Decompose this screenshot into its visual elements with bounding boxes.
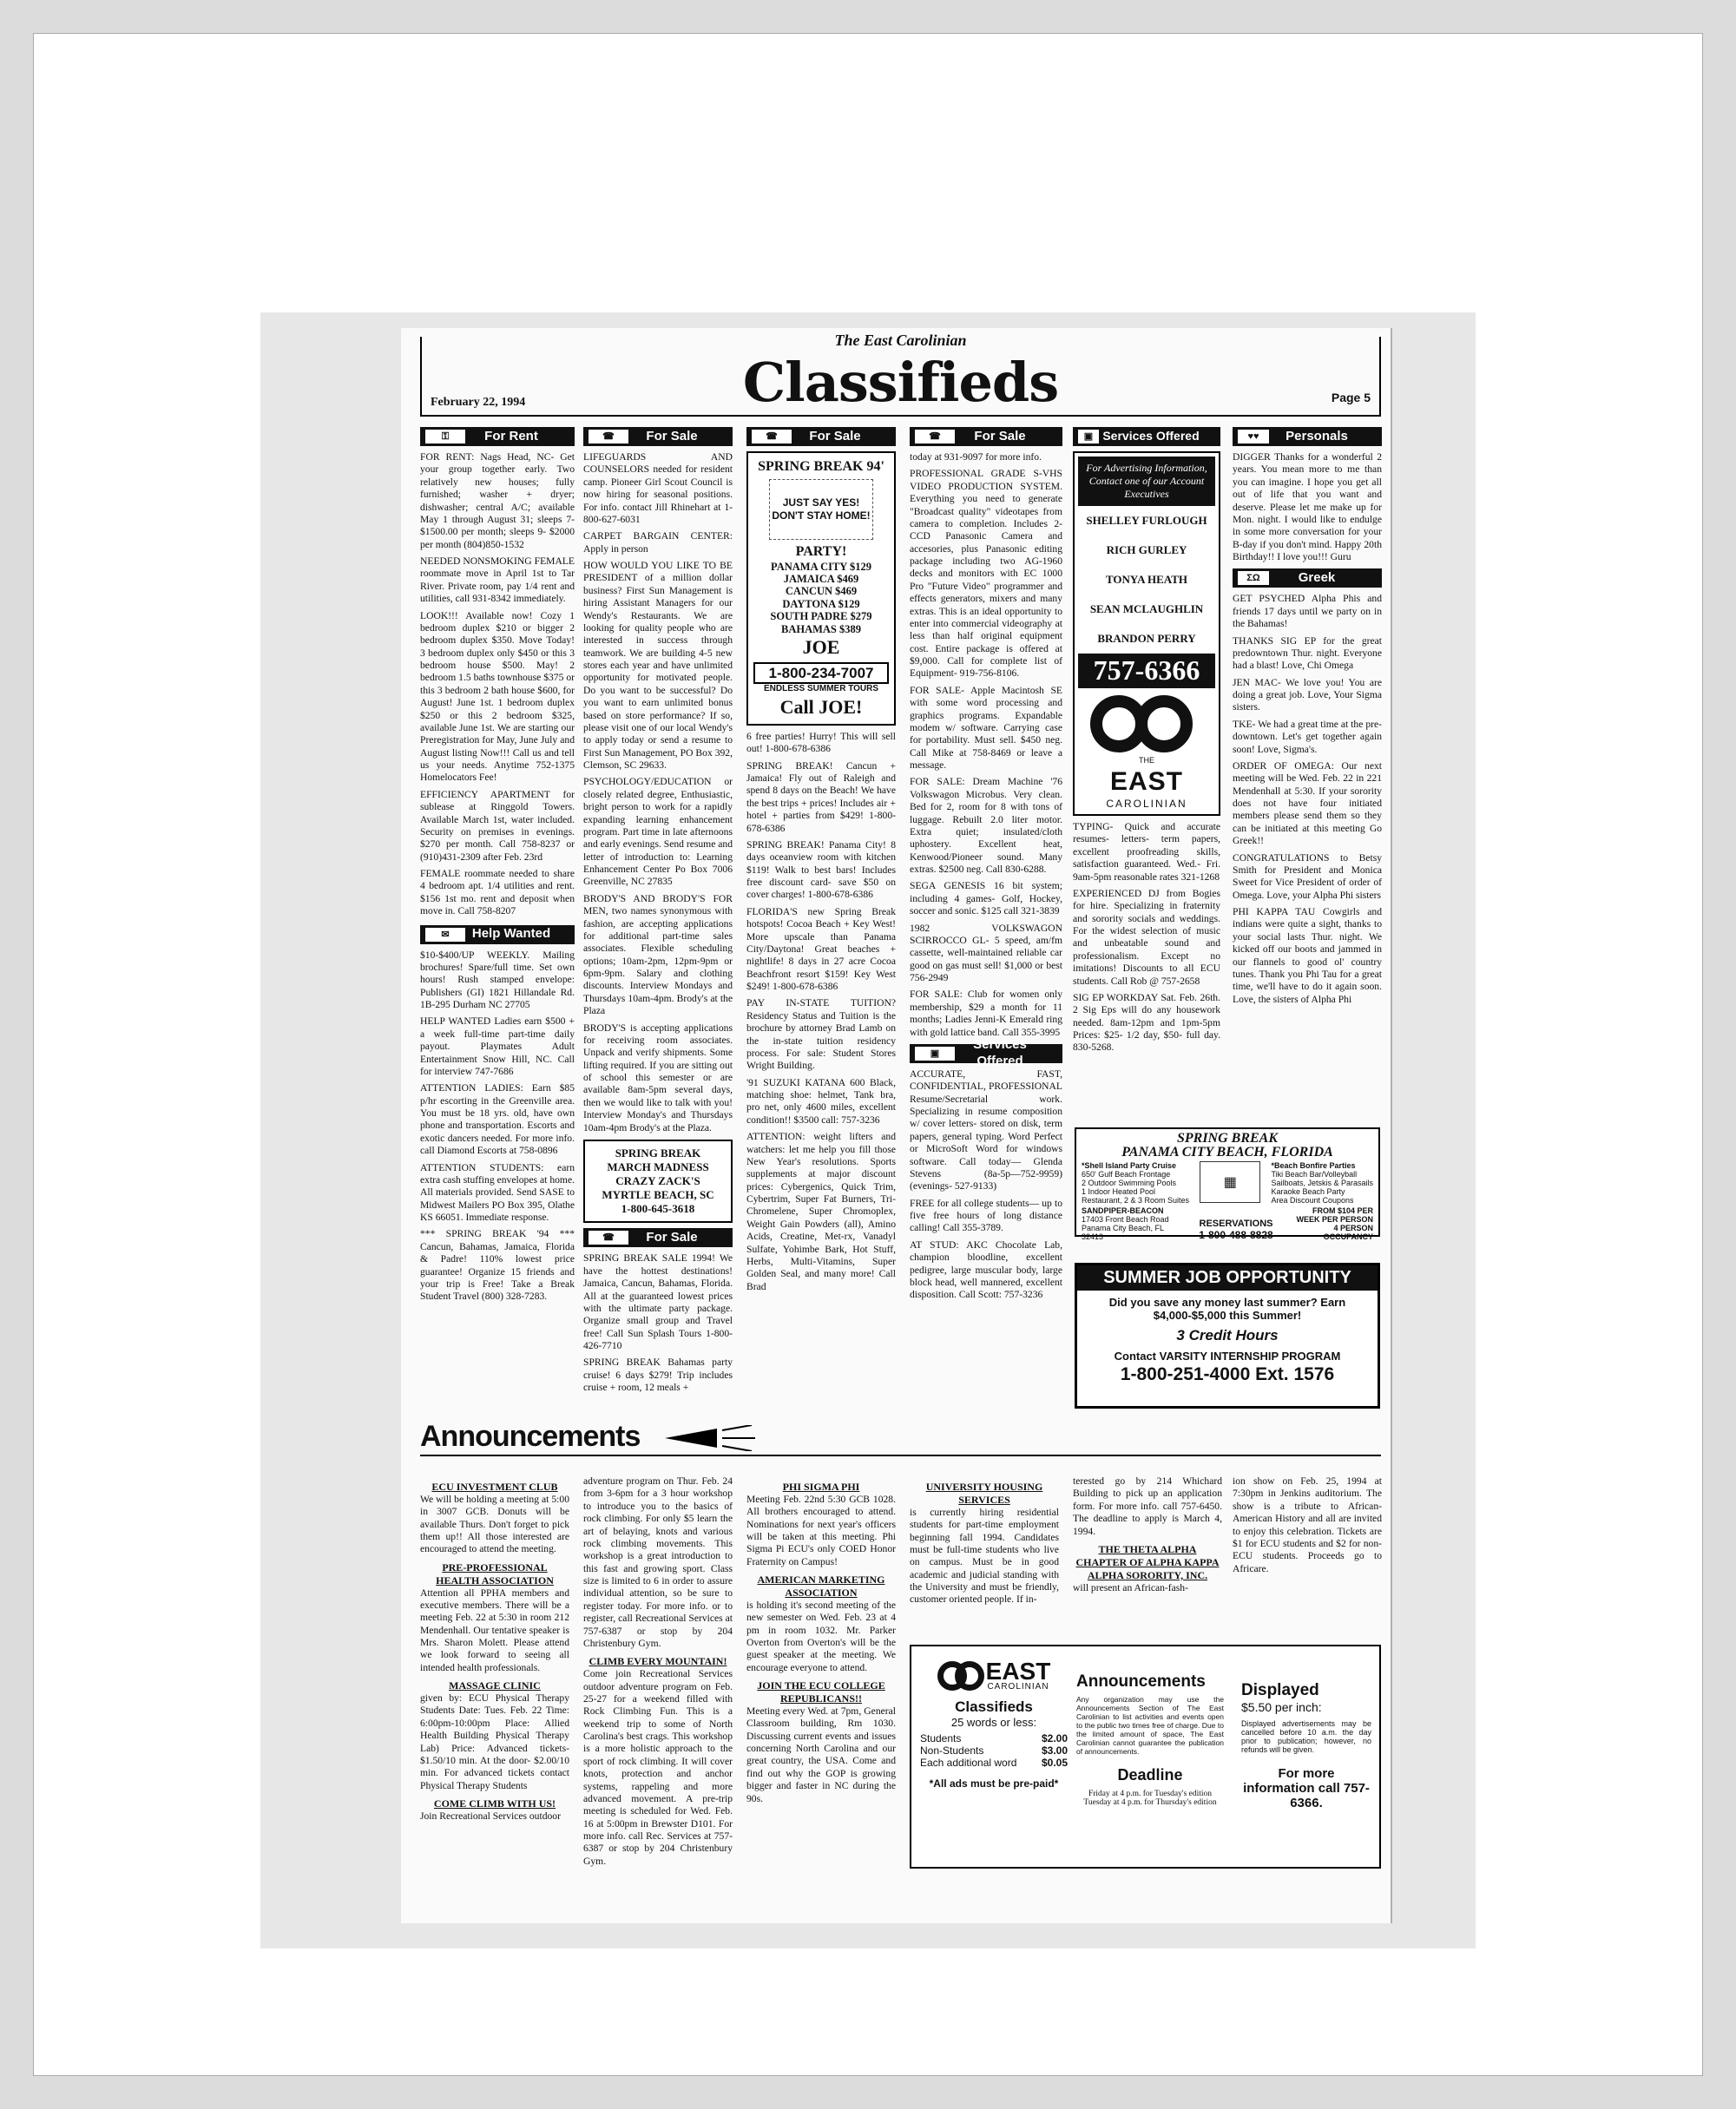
ad-item: ATTENTION LADIES: Earn $85 p/hr escorting in the Greenville area. You must be 18 yrs. old, have own phone and transportation. Escorts and exotic dancers needed. For more info. call Diamond Escorts at 758-0896 bbox=[420, 1082, 575, 1157]
help-wanted-ads bbox=[420, 949, 575, 1304]
ad-item: EXPERIENCED DJ from Bogies for hire. Specializing in fraternity and sorority socials and weddings. For the widest selection of music and unbeatable sound and professionalism. Except no imitations! Discounts to all ECU students. Call Rob @ 757-2658 bbox=[1073, 887, 1220, 987]
announcement-text: Meeting every Wed. at 7pm, General Classroom building, Rm 1030. Discussing current events and issues concerning North Carolina and our great country, the USA. Come and find out why the GOP is growing bigger and faster in NC during the 90s. bbox=[746, 1705, 896, 1804]
ad-item: FEMALE roommate needed to share 4 bedroom apt. 1/4 utilities and rent. $156 1st mo. rent and deposit when move in. Call 758-8207 bbox=[420, 868, 575, 917]
ad-item: SPRING BREAK! Cancun + Jamaica! Fly out of Raleigh and spend 8 days on the Beach! We have the best trips + prices! Includes air + hotel + parties from $429! 1-800-678-6386 bbox=[746, 759, 896, 834]
ad-item: HOW WOULD YOU LIKE TO BE PRESIDENT of a million dollar business? First Sun Management is hiring Assistant Managers for our Wendy's Restaurants. We are looking for quality people who are interested in success through teamwork. We are building 4-5 new stores each year and have unlimited opportunity for motivated people. Do you want to be successful? Do you want to earn unlimited bonus based on store performance? If so, please visit one of our local Wendy's to apply today or send a resume to First Sun Management, PO Box 392, Clemson, SC 29633. bbox=[583, 560, 733, 771]
ad-item: BRODY'S is accepting applications for receiving room associates. Unpack and verify shipments. Some lifting required. If you are sitting out of school this semester or are available 8am-5pm several days, then we would like to talk with you! Interview Monday's and Thursdays 10am-4pm Brody's at the Plaza. bbox=[583, 1022, 733, 1133]
hearts-icon: ♥♥ bbox=[1238, 430, 1269, 443]
announcements-col-6 bbox=[1233, 1475, 1382, 1640]
ad-item: ACCURATE, FAST, CONFIDENTIAL, PROFESSIONAL Resume/Secretarial work. Specializing in resume composition w/ cover letters- stored on disk, term papers, general typing. Word Perfect or MicroSoft Word for windows software. Call today— Glenda Stevens (8a-5p—752-9959) (evenings- 527-9133) bbox=[910, 1068, 1062, 1192]
ad-item: NEEDED NONSMOKING FEMALE roommate move in April 1st to Tar River. Private room, pay 1/4 rent and utilities, call 931-8342 immediately. bbox=[420, 555, 575, 605]
announcement-heading: COME CLIMB WITH US! bbox=[433, 1797, 556, 1810]
ad-item: LIFEGUARDS AND COUNSELORS needed for resident camp. Pioneer Girl Scout Council is now hiring for seasonal positions. For info. contact Jill Rhinehart at 1-800-627-6031 bbox=[583, 451, 733, 525]
column-for-sale-1 bbox=[583, 427, 733, 1413]
announcement-text: adventure program on Thur. Feb. 24 from 3-6pm for a 3 hour workshop to introduce you to the basics of rock climbing. For only $5 learn the art of belaying, knots and various rock climbing movements. This workshop is a great introduction to this fast and growing sport. Class size is limited to 6 in order to assure individual attention, so be sure to register today. For more info. or to register, call Recreational Services at 757-6387 or stop by 204 Christenbury Gym. bbox=[583, 1475, 733, 1649]
ad-item: SPRING BREAK! Panama City! 8 days oceanview room with kitchen $119! Walk to best bars! Includes free discount card- save $50 on cover charges! 1-800-678-6386 bbox=[746, 838, 896, 901]
ad-item: EFFICIENCY APARTMENT for sublease at Ringgold Towers. Available March 1st, water included. Security on premises in evenings. $270 per month. Call 758-8237 or (910)431-2309 after Feb. 23rd bbox=[420, 788, 575, 863]
hotel-illustration: ▦ bbox=[1200, 1161, 1260, 1203]
ad-item: GET PSYCHED Alpha Phis and friends 17 days until we party on in the Bahamas! bbox=[1233, 593, 1382, 630]
announcements-rule bbox=[420, 1455, 1381, 1456]
phone-icon: ☎ bbox=[589, 430, 628, 443]
announcement-heading: JOIN THE ECU COLLEGE REPUBLICANS!! bbox=[757, 1679, 885, 1705]
megaphone-icon: ✉ bbox=[425, 928, 465, 942]
for-sale-ads bbox=[583, 451, 733, 1134]
section-header-for-sale-2: ☎ For Sale bbox=[583, 1228, 733, 1247]
rates-table: Students $2.00 Non-Students $3.00 Each additional word $0.05 bbox=[920, 1732, 1068, 1770]
ad-item: 1982 VOLKSWAGON SCIRROCCO GL- 5 speed, am/fm cassette, well-maintained reliable car good on gas must sell! $1,000 or best 756-2949 bbox=[910, 922, 1062, 983]
sigma-omega-icon: ΣΩ bbox=[1238, 571, 1269, 585]
ad-item: FOR RENT: Nags Head, NC- Get your group together early. Two relatively new houses; fully furnished; washer + dryer; dishwasher; central A/C; available May 1 through August 31; sleeps 7- $1500.00 per month; sleeps 9- $2000 per month (804)850-1532 bbox=[420, 451, 575, 550]
masthead bbox=[420, 332, 1381, 417]
announcement-text: terested go by 214 Whichard Building to pick up an application form. For more info. call 757-6450. The deadline to apply is March 4, 1994. bbox=[1073, 1475, 1222, 1537]
announcement-text: Join Recreational Services outdoor bbox=[420, 1810, 561, 1822]
section-header-services-offered-2: ▣ Services Offered bbox=[1073, 427, 1220, 446]
ad-item: SPRING BREAK Bahamas party cruise! 6 days $279! Trip includes cruise + room, 12 meals + bbox=[583, 1357, 733, 1394]
announcement-text: given by: ECU Physical Therapy Students Date: Tues. Feb. 22 Time: 6:00pm-10:00pm Place: Allied Health Building Physical Therapy Lab) Price: Advanced tickets- $1.50/10 min. At the door- $2.00/10 min. For advanced tickets contact Physical Therapy Students bbox=[420, 1692, 569, 1791]
services-ads-2 bbox=[1073, 821, 1220, 1054]
column-for-sale-3 bbox=[910, 427, 1062, 1413]
section-header-services-offered: ▣ Services Offered bbox=[910, 1044, 1062, 1063]
ad-item: LOOK!!! Available now! Cozy 1 bedroom duplex $210 or bigger 2 bedroom duplex $350. Move Today! 3 bedroom duplex only $450 or this 3 bedroom house $500. May! 2 bedroom 1.5 baths townhouse $375 or this 3 bedroom 2 bath house $600, for August! June 1st. 1 bedroom duplex $250 or this 2 bedroom $325, available June 1st. We are starting our Preregistration for May, June July and August listing Now!!! Call us and tell us your needs. Anytime 752-1375 Homelocators Fee! bbox=[420, 609, 575, 784]
ad-item: today at 931-9097 for more info. bbox=[910, 451, 1042, 463]
announcement-text: is holding it's second meeting of the new semester on Wed. Feb. 23 at 4 pm in room 1032. Mr. Parker Overton from Overton's will be the guest speaker at the meeting. We encourage everyone to attend. bbox=[746, 1599, 896, 1673]
ad-item: PROFESSIONAL GRADE S-VHS VIDEO PRODUCTION SYSTEM. Everything you need to generate "Broadcast quality" videotapes from camera to completion. Includes 2-CCD Panasonic Camera and accesories, plus Panasonic editing package including two AG-1960 decks and monitors with EC 1000 Pro "Future Video" programmer and effects generators, mixers and many extras. This is an ideal opportunity to enter into commercial videography at less than half original equipment cost. Entire package is offered at $9,000. Call for complete list of Equipment- 919-756-8106. bbox=[910, 468, 1062, 680]
classified-rates-box: EAST CAROLINIAN Classifieds 25 words or less: Students $2.00 Non-Students $3.00 Each additional word $0.05 *All ads must be pre-paid* Announcements Any organization may use the Announcements Section of The East Carolinian to list activities and events open to the public two times free of charge. Due to the limited amount of space, The East Carolinian cannot guarantee the publication of announcements. Deadline Friday at 4 p.m. for Tuesday's edition Tuesday at 4 p.m. for Thursday's edition Displayed $5.50 per inch: Displayed advertisements may be cancelled before 10 a.m. the day prior to publication; however, no refunds will be given. For more information call 757-6366. bbox=[910, 1645, 1381, 1869]
announcements-col-2 bbox=[583, 1475, 733, 1927]
account-executives-ad: For Advertising Information, Contact one of our Account Executives SHELLEY FURLOUGH RICH GURLEY TONYA HEATH SEAN MCLAUGHLIN BRANDON PERRY 757-6366 THE EAST CAROLINIAN bbox=[1073, 451, 1220, 816]
services-ads bbox=[910, 1068, 1062, 1302]
ad-phone: 757-6366 bbox=[1078, 654, 1215, 688]
spring-break-ad: SPRING BREAK 94' JUST SAY YES! DON'T STAY HOME! PARTY! PANAMA CITY $129 JAMAICA $469 CANCUN $469 DAYTONA $129 SOUTH PADRE $279 BAHAMAS $389 JOE 1-800-234-7007 ENDLESS SUMMER TOURS Call JOE! bbox=[746, 451, 896, 726]
announcement-heading: PHI SIGMA PHI bbox=[782, 1481, 860, 1493]
ad-item: ORDER OF OMEGA: Our next meeting will be Wed. Feb. 22 in 221 Mendenhall at 5:30. If your sorority does not have four initiated members please send them so they can be initiated at this meeting Go Greek!! bbox=[1233, 759, 1382, 847]
briefcase-icon: ▣ bbox=[915, 1047, 955, 1061]
announcement-heading: CLIMB EVERY MOUNTAIN! bbox=[589, 1655, 727, 1668]
ad-item: SPRING BREAK SALE 1994! We have the hottest destinations! Jamaica, Cancun, Bahamas, Florida. All at the guaranteed lowest prices with the ultimate party package. Organize small group and Travel free! Call Sun Splash Tours 1-800-426-7710 bbox=[583, 1252, 733, 1352]
ad-item: $10-$400/UP WEEKLY. Mailing brochures! Spare/full time. Set own hours! Rush stamped envelope: Publishers (GI) 1821 Hillandale Rd. 1B-295 Durham NC 27705 bbox=[420, 949, 575, 1010]
announcement-text: is currently hiring residential students for part-time employment beginning fall 1994. Candidates must be full-time students who live on campus. Must be in good academic and judicial standing with the University and must be friendly, customer oriented people. If in- bbox=[910, 1506, 1059, 1606]
ad-item: PAY IN-STATE TUITION? Residency Status and Tuition is the brochure by attorney Brad Lamb on the in-state tuition residency process. For sale: Student Stores Wright Building. bbox=[746, 997, 896, 1072]
announcements-col-4 bbox=[910, 1475, 1059, 1640]
section-header-greek: ΣΩ Greek bbox=[1233, 568, 1382, 588]
ad-item: THANKS SIG EP for the great predowntown Thur. night. Everyone had a blast! Love, Chi Omega bbox=[1233, 634, 1382, 672]
ad-item: DIGGER Thanks for a wonderful 2 years. You mean more to me than you can imagine. I hope you get all out of life that you want and deserve. Please let me make up for Mon. night. I would like to endulge in some more conversation for your B-day if you don't mind. Happy 20th Birthday!! I love you!!! Guru bbox=[1233, 451, 1382, 562]
ad-item: 6 free parties! Hurry! This will sell out! 1-800-678-6386 bbox=[746, 730, 896, 755]
announcement-heading: PRE-PROFESSIONAL HEALTH ASSOCIATION bbox=[436, 1560, 554, 1587]
ad-item: JEN MAC- We love you! You are doing a great job. Love, Your Sigma sisters. bbox=[1233, 676, 1382, 713]
announcements-col-5 bbox=[1073, 1475, 1222, 1640]
ad-item: '91 SUZUKI KATANA 600 Black, matching shoe: helmet, Tank bra, pro net, only 4600 miles, excellent condition!! $3500 call: 757-3236 bbox=[746, 1076, 896, 1126]
ad-item: FOR SALE: Dream Machine '76 Volkswagon Microbus. Very clean. Bed for 2, room for 8 with tons of luggage. Rebuilt 2.0 liter motor. Extra quiet; insulated/cloth uphostery. Excellent heat, Kenwood/Pioneer sound. Many extras. $2500 neg. Call 830-6288. bbox=[910, 776, 1062, 875]
section-header-for-sale: ☎ For Sale bbox=[583, 427, 733, 446]
announcement-heading: MASSAGE CLINIC bbox=[449, 1679, 541, 1692]
ad-item: SIG EP WORKDAY Sat. Feb. 26th. 2 Sig Eps will do any housework needed. 8am-12pm and 1pm-5pm Prices: $25- 1/2 day, $50- full day. 830-5268. bbox=[1073, 991, 1220, 1054]
key-icon: ⚿ bbox=[425, 430, 465, 443]
announcement-text: Attention all PPHA members and executive members. There will be a meeting Feb. 22 at 5:30 in room 212 Mendenhall. Our tentative speaker is Mrs. Sharon Molett. Please attend we look forward to seeing all intended health professionals. bbox=[420, 1587, 569, 1673]
ad-item: ATTENTION STUDENTS: earn extra cash stuffing envelopes at home. All materials provided. Send SASE to Midwest Mailers PO Box 395, Olathe KS 66051. Immediate response. bbox=[420, 1161, 575, 1223]
ad-item: BRODY'S AND BRODY'S FOR MEN, two names synonymous with fashion, are accepting applications for additional part-time sales associates. Flexible scheduling options; 10am-2pm, 12pm-9pm or 6pm-9pm. Salary and clothing discounts. Interview Mondays and Thursdays 10am-4pm. Brody's at the Plaza bbox=[583, 892, 733, 1017]
announcement-text: Meeting Feb. 22nd 5:30 GCB 1028. All brothers encouraged to attend. Nominations for next year's officers will be taken at this meeting. Phi Sigma Pi ECU's only COED Honor Fraternity on Campus! bbox=[746, 1493, 896, 1567]
column-personals bbox=[1233, 427, 1382, 1121]
ad-item: *** SPRING BREAK '94 *** Cancun, Bahamas, Jamaica, Florida & Padre! 110% lowest price guarantee! Organize 15 friends and your trip is Free! Take a Break Student Travel (800) 328-7283. bbox=[420, 1228, 575, 1303]
announcements-col-3 bbox=[746, 1475, 896, 1927]
announcement-heading: ECU INVESTMENT CLUB bbox=[431, 1481, 558, 1493]
column-for-sale-2 bbox=[746, 427, 896, 1413]
announcement-text: will present an African-fash- bbox=[1073, 1581, 1188, 1593]
ad-item: PSYCHOLOGY/EDUCATION or closely related degree, Enthusiastic, bright person to work for a rapidly expanding learning enhancement program. Part time in late afternoons and early evenings. Send resume and letter of introduction to: Learning Enhancement Center Po Box 7006 Greenville, NC 27835 bbox=[583, 776, 733, 888]
announcement-heading: THE THETA ALPHA CHAPTER OF ALPHA KAPPA ALPHA SORORITY, INC. bbox=[1075, 1542, 1220, 1581]
announcements-header: Announcements bbox=[420, 1420, 760, 1454]
for-sale-ads-3 bbox=[746, 731, 896, 1293]
ad-item: SEGA GENESIS 16 bit system; including 4 games- Golf, Hockey, soccer and sonic. $125 call 321-3839 bbox=[910, 880, 1062, 917]
ad-item: FOR SALE- Apple Macintosh SE with some word processing and graphics programs. Expandable modem w/ software. Carrying case for portability. Must sell. $450 neg. Call Mike at 758-8469 or leave a message. bbox=[910, 684, 1062, 771]
section-header-help-wanted: ✉ Help Wanted bbox=[420, 925, 575, 944]
ad-item: HELP WANTED Ladies earn $500 + a week full-time part-time daily payout. Playmates Adult Entertainment Snow Hill, NC. Call for interview 747-7686 bbox=[420, 1015, 575, 1077]
ad-item: FOR SALE: Club for women only membership, $29 a month for 11 months; Ladies Jenni-K Emerald ring with gold lattice band. Call 355-3995 bbox=[910, 989, 1062, 1038]
panama-city-beach-ad: SPRING BREAK PANAMA CITY BEACH, FLORIDA *Shell Island Party Cruise 650' Gulf Beach Frontage 2 Outdoor Swimming Pools 1 Indoor Heated Pool Restaurant, 2 & 3 Room Suites ▦ *Beach Bonfire Parties Tiki Beach Bar/Volleyball Sailboats, Jetskis & Parasails Karaoke Beach Party Area Discount Coupons SANDPIPER-BEACON 17403 Front Beach Road Panama City Beach, FL 32413 RESERVATIONS 1-800-488-8828 FROM $104 PER WEEK PER PERSON 4 PERSON OCCUPANCY bbox=[1075, 1127, 1380, 1237]
for-sale-ads-2 bbox=[583, 1252, 733, 1394]
ad-item: FREE for all college students— up to five free hours of long distance calling! Call 355-3789. bbox=[910, 1197, 1062, 1234]
announcement-text: Come join Recreational Services outdoor adventure program on Feb. 25-27 for a weekend filled with Rock Climbing Fun. This is a weekend trip to some of North Carolina's best crags. This workshop is a more holistic approach to the sport of rock climbing. It will cover knots, protection and anchor systems, rappeling and more advanced movement. A pre-trip meeting is scheduled for Wed. Feb. 16 at 5:00pm in Brewster D101. For more info. call Rec. Services at 757-6387 or stop by 204 Christenbury Gym. bbox=[583, 1668, 733, 1867]
section-header-personals: ♥♥ Personals bbox=[1233, 427, 1382, 446]
paper-name: The East Carolinian bbox=[834, 332, 967, 349]
sun-illustration: JUST SAY YES! DON'T STAY HOME! bbox=[769, 479, 873, 540]
announcements-col-1 bbox=[420, 1475, 569, 1927]
column-services-offered bbox=[1073, 427, 1220, 1121]
ad-item: CARPET BARGAIN CENTER: Apply in person bbox=[583, 530, 733, 555]
ad-item: FLORIDA'S new Spring Break hotspots! Cocoa Beach + Key West! More upscale than Panama City/Daytona! Great beaches + nightlife! 8 days in 27 acre Cocoa Beachfront resort $159! Key West $249! 1-800-678-6386 bbox=[746, 905, 896, 993]
briefcase-icon: ▣ bbox=[1078, 430, 1099, 443]
section-header-for-sale-3: ☎ For Sale bbox=[746, 427, 896, 446]
announcement-text: ion show on Feb. 25, 1994 at 7:30pm in Jenkins auditorium. The show is a tribute to African-American History and all are invited to enjoy this celebration. Tickets are $1 for ECU students and $2 for non-ECU students. Proceeds go to Africare. bbox=[1233, 1475, 1382, 1574]
ad-item: TYPING- Quick and accurate resumes- letters- term papers, excellent proofreading skills, satisfaction guaranteed. Wed.- Fri. 9am-5pm reasonable rates 321-1268 bbox=[1073, 821, 1220, 883]
section-header-for-sale-4: ☎ For Sale bbox=[910, 427, 1062, 446]
rent-ads bbox=[420, 451, 575, 918]
page-number: Page 5 bbox=[1331, 391, 1371, 404]
phone-icon: ☎ bbox=[589, 1231, 628, 1245]
issue-date: February 22, 1994 bbox=[431, 396, 526, 409]
for-sale-ads-4 bbox=[910, 451, 1062, 1039]
summer-job-ad: SUMMER JOB OPPORTUNITY Did you save any money last summer? Earn $4,000-$5,000 this Summer! 3 Credit Hours Contact VARSITY INTERNSHIP PROGRAM 1-800-251-4000 Ext. 1576 bbox=[1075, 1263, 1380, 1409]
announcement-heading: AMERICAN MARKETING ASSOCIATION bbox=[757, 1574, 885, 1599]
announcement-text: We will be holding a meeting at 5:00 in 3007 GCB. Donuts will be available Thurs. Don't forget to pick them up!! All those interested are encouraged to attend the meeting. bbox=[420, 1493, 569, 1555]
ad-item: AT STUD: AKC Chocolate Lab, champion bloodline, excellent pedigree, large muscular body, large block head, well mannered, excellent disposition. Call Scott: 757-3236 bbox=[910, 1238, 1062, 1301]
personals-ads bbox=[1233, 451, 1382, 563]
column-for-rent bbox=[420, 427, 575, 1413]
phone-icon: ☎ bbox=[915, 430, 955, 443]
east-carolinian-logo: THE EAST CAROLINIAN bbox=[1078, 695, 1215, 811]
announcement-heading: UNIVERSITY HOUSING SERVICES bbox=[925, 1481, 1043, 1506]
ec-logo-mark bbox=[1090, 695, 1203, 756]
megaphone-icon bbox=[665, 1425, 760, 1451]
section-header-for-rent: ⚿ For Rent bbox=[420, 427, 575, 446]
march-madness-ad: SPRING BREAK MARCH MADNESS CRAZY ZACK'S MYRTLE BEACH, SC 1-800-645-3618 bbox=[583, 1140, 733, 1224]
ad-item: TKE- We had a great time at the pre-downtown. Let's get together again soon! Love, Sigma's. bbox=[1233, 718, 1382, 755]
ad-item: PHI KAPPA TAU Cowgirls and indians were quite a sight, thanks to your social lasts Thur. night. We kicked off our boots and jammed in our flannels to good ol' country tunes. Thank you Phi Tau for a great time, we'll have to do it again soon. Love, the sisters of Alpha Phi bbox=[1233, 906, 1382, 1005]
east-carolinian-logo-small: EAST CAROLINIAN bbox=[920, 1660, 1068, 1692]
greek-ads bbox=[1233, 593, 1382, 1006]
phone-icon: ☎ bbox=[752, 430, 792, 443]
page-title: Classifieds bbox=[742, 351, 1059, 414]
ad-item: CONGRATULATIONS to Betsy Smith for President and Monica Sweet for Vice President of order of Omega. Love, your Alpha Phi sisters bbox=[1233, 851, 1382, 901]
ad-item: ATTENTION: weight lifters and watchers: let me help you fill those New Year's resolutions. Sports supplements at major discount prices: Cybergenics, Quick Trim, Cybertrim, Super Fat Burners, Tri-Chromelene, Super Chromoplex, Weight Gain Powders (all), Amino Acids, Creatine, Met-rx, Vanadyl Sulfate, Yohimbe Bark, Hot Stuff, Herbs, Multi-Vitamins, Super Golden Seal, and many more! Call Brad bbox=[746, 1131, 896, 1292]
